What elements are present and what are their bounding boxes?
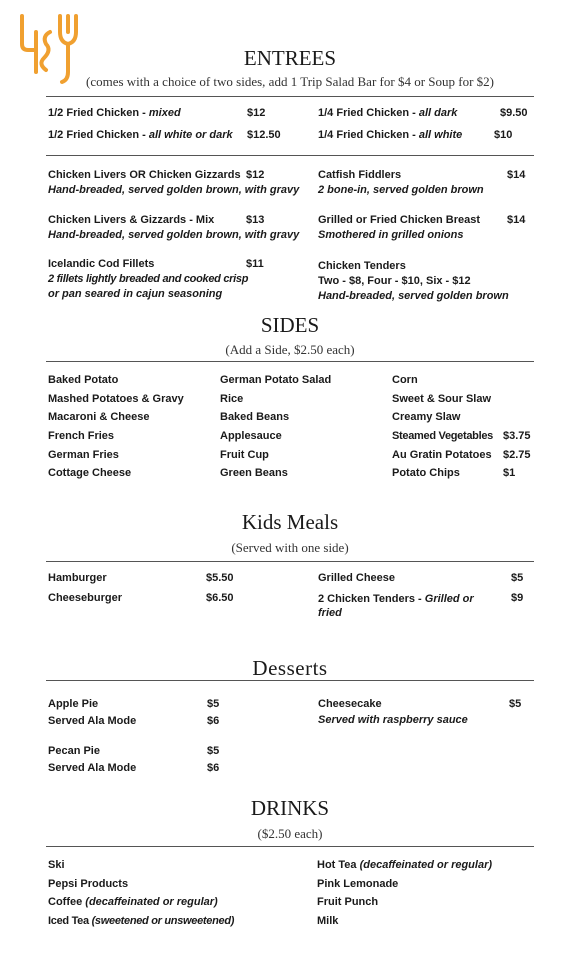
menu-item-chicken-breast: Grilled or Fried Chicken Breast — [318, 214, 480, 226]
side-item: German Potato Salad — [220, 374, 332, 386]
side-item: German Fries — [48, 449, 119, 461]
side-item: Mashed Potatoes & Gravy — [48, 393, 184, 405]
dessert-item-cheesecake: Cheesecake — [318, 698, 382, 710]
kids-title: Kids Meals — [241, 510, 339, 534]
price: $10 — [494, 129, 513, 141]
kids-item-grilled-cheese: Grilled Cheese — [318, 572, 396, 584]
price: $12 — [247, 107, 266, 119]
divider — [46, 361, 534, 362]
desserts-title: Desserts — [252, 656, 328, 680]
dessert-ala-mode: Served Ala Mode — [48, 762, 137, 774]
price: $6.50 — [206, 592, 234, 604]
price: $5 — [207, 698, 220, 710]
price: $14 — [507, 169, 526, 181]
price: $1 — [503, 467, 516, 479]
price: $12.50 — [247, 129, 281, 141]
kids-subtitle: (Served with one side) — [231, 540, 349, 555]
side-item: Baked Beans — [220, 411, 290, 423]
drink-item: Pink Lemonade — [317, 878, 399, 890]
side-item: Green Beans — [220, 467, 288, 479]
side-item: Macaroni & Cheese — [48, 411, 150, 423]
divider — [46, 155, 534, 156]
dessert-item-apple-pie: Apple Pie — [48, 698, 99, 710]
tenders-prices: Two - $8, Four - $10, Six - $12 — [318, 275, 471, 287]
drink-item-hot-tea: Hot Tea (decaffeinated or regular) — [317, 859, 493, 871]
drink-item-iced-tea: Iced Tea (sweetened or unsweetened) — [48, 915, 235, 927]
side-item: Fruit Cup — [220, 449, 269, 461]
drink-item: Milk — [317, 915, 339, 927]
side-item: Cottage Cheese — [48, 467, 132, 479]
divider — [46, 680, 534, 681]
drinks-title: DRINKS — [250, 796, 330, 820]
side-item: Corn — [392, 374, 418, 386]
item-description: 2 bone-in, served golden brown — [318, 184, 484, 196]
side-item: Creamy Slaw — [392, 411, 461, 423]
sides-subtitle: (Add a Side, $2.50 each) — [225, 342, 355, 357]
entrees-subtitle: (comes with a choice of two sides, add 1 Trip Salad Bar for $4 or Soup for $2) — [86, 74, 494, 89]
kids-item-cheeseburger: Cheeseburger — [48, 592, 122, 604]
drinks-subtitle: ($2.50 each) — [257, 826, 323, 841]
side-item: Applesauce — [220, 430, 282, 442]
drink-item-coffee: Coffee (decaffeinated or regular) — [48, 896, 218, 908]
menu-item-quarter-chicken-white: 1/4 Fried Chicken - all white — [318, 129, 463, 141]
price: $2.75 — [503, 449, 531, 461]
price: $9.50 — [500, 107, 528, 119]
item-description: 2 fillets lightly breaded and cooked crisp — [48, 273, 249, 285]
menu-item-half-chicken-white-dark: 1/2 Fried Chicken - all white or dark — [48, 129, 233, 141]
divider — [46, 846, 534, 847]
side-item: Baked Potato — [48, 374, 119, 386]
kids-item-chicken-tenders: 2 Chicken Tenders - Grilled or fried — [318, 593, 474, 619]
price: $6 — [207, 715, 220, 727]
menu-item-cod-fillets: Icelandic Cod Fillets — [48, 258, 155, 270]
drink-item: Ski — [48, 859, 65, 871]
item-description: Hand-breaded, served golden brown — [318, 290, 509, 302]
side-item: Potato Chips — [392, 467, 460, 479]
drink-item: Pepsi Products — [48, 878, 129, 890]
sides-title: SIDES — [260, 313, 320, 337]
dessert-item-pecan-pie: Pecan Pie — [48, 745, 100, 757]
item-description: or pan seared in cajun seasoning — [48, 288, 223, 300]
menu-item-catfish: Catfish Fiddlers — [318, 169, 402, 181]
menu-item-livers-gizzards-mix: Chicken Livers & Gizzards - Mix — [48, 214, 215, 226]
side-item: Steamed Vegetables — [392, 430, 493, 442]
side-item: Rice — [220, 393, 244, 405]
item-description: Smothered in grilled onions — [318, 229, 464, 241]
drink-item: Fruit Punch — [317, 896, 379, 908]
price: $6 — [207, 762, 220, 774]
dessert-ala-mode: Served Ala Mode — [48, 715, 137, 727]
menu-item-chicken-tenders: Chicken Tenders — [318, 260, 406, 272]
side-item: Au Gratin Potatoes — [392, 449, 492, 461]
price: $5 — [511, 572, 524, 584]
price: $11 — [246, 258, 264, 270]
price: $12 — [246, 169, 265, 181]
price: $14 — [507, 214, 526, 226]
divider — [46, 561, 534, 562]
side-item: French Fries — [48, 430, 115, 442]
price: $13 — [246, 214, 265, 226]
price: $5.50 — [206, 572, 234, 584]
entrees-title: ENTREES — [243, 46, 337, 70]
item-description: Served with raspberry sauce — [318, 714, 468, 726]
menu-item-livers-gizzards: Chicken Livers OR Chicken Gizzards — [48, 169, 241, 181]
side-item: Sweet & Sour Slaw — [392, 393, 492, 405]
price: $9 — [511, 592, 524, 604]
item-description: Hand-breaded, served golden brown, with gravy — [48, 184, 300, 196]
divider — [46, 96, 534, 97]
price: $5 — [207, 745, 220, 757]
menu-item-quarter-chicken-dark: 1/4 Fried Chicken - all dark — [318, 107, 458, 119]
price: $5 — [509, 698, 522, 710]
kids-item-hamburger: Hamburger — [48, 572, 107, 584]
menu-item-half-chicken-mixed: 1/2 Fried Chicken - mixed — [48, 107, 181, 119]
item-description: Hand-breaded, served golden brown, with gravy — [48, 229, 300, 241]
price: $3.75 — [503, 430, 531, 442]
